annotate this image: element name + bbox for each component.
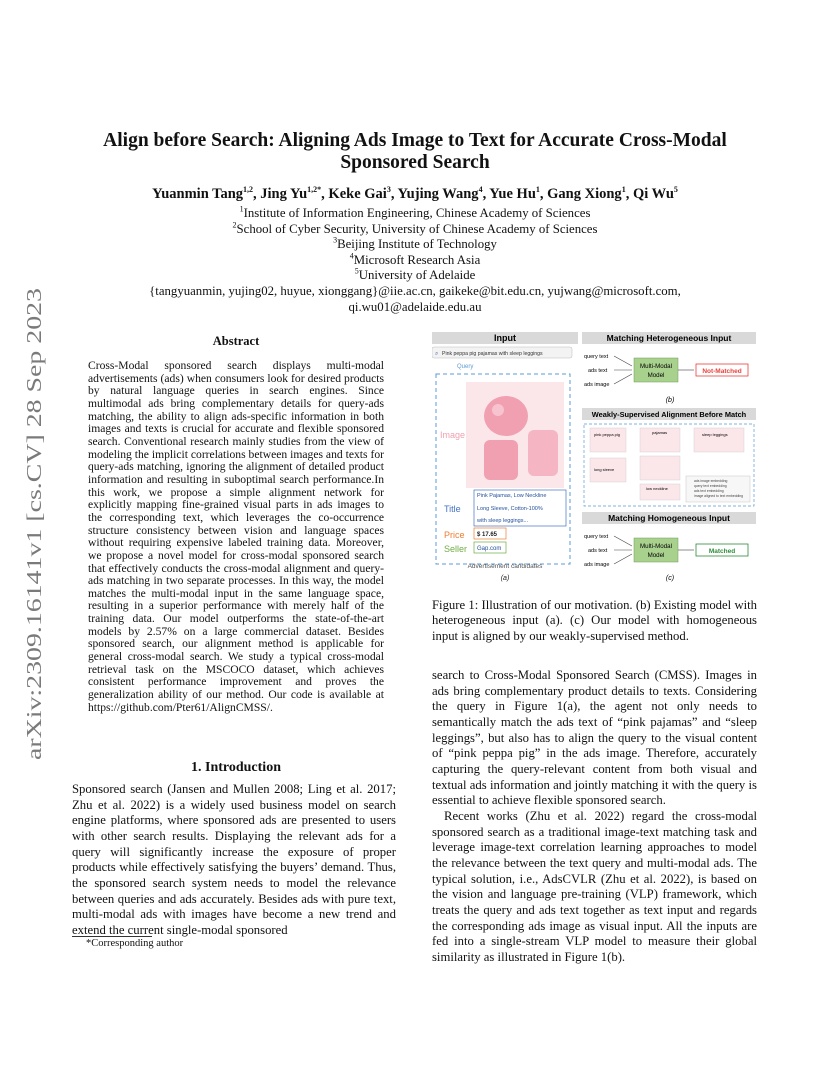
abstract-body: Cross-Modal sponsored search displays multi-modal advertisements (ads) when consumers look for desired products by natural language queries in search engines. Since multimodal ads bring complementary details for query-ads matching, the ability to align ads-specific information in both images and texts is crucial for accurate and flexible sponsored search. Conventional research mainly studies from the view of modeling the implicit correlations between images and texts for query-ads matching, ignoring the alignment of detailed product information and resulting in suboptimal search performance.In this work, we propose a simple alignment network for explicitly mapping fine-grained visual parts in ads images to the corresponding text, which leverages the co-occurrence structure consistency between vision and language spaces without requiring expensive labeled training data. Moreover, we propose a novel model for cross-modal sponsored search that effectively conducts the cross-modal alignment and query-ads matching in two separate processes. In this way, the model matches the multi-modal input in the same language space, resulting in a superior performance with merely half of the training data. Our model outperforms the state-of-the-art models by 2.57% on a large commercial dataset. Besides sponsored search, our alignment method is applicable for general cross-modal search. We study a typical cross-modal retrieval task on the MSCOCO dataset, which achieves consistent performance improvement and proves the generalization ability of our method. Our code is available at https://github.com/Pter61/AlignCMSS/.: [88, 359, 384, 714]
leggings-shape: [528, 430, 558, 476]
price-value: $ 17.65: [477, 532, 498, 538]
panel-a-label: (a): [500, 575, 510, 582]
intro-paragraph-col1: Sponsored search (Jansen and Mullen 2008; Ling et al. 2017; Zhu et al. 2022) is a widely used business model on search engine platforms, where sponsored ads are presented to users with other search results. Displaying the relevant ads for a query will significantly increase the exposure of proper products while effectively satisfying the buyers’ demand. Thus, the sponsored search system needs to model the relevance between queries and ads accurately. Besides ads with pure text, multi-modal ads with images have become a new trend and extend the current single-modal sponsored: [72, 782, 396, 937]
hetero-header: Matching Heterogeneous Input: [606, 333, 732, 343]
figure-1-svg: [432, 330, 758, 584]
intro-paragraph: Recent works (Zhu et al. 2022) regard the cross-modal sponsored search as a traditional image-text matching task and leverage image-text correlation learning approaches to model the relevance between the text query and multi-modal ads. The typical solution, i.e., AdsCVLR (Zhu et al. 2022), is based on the vision and language pre-training (VLP) framework, which treats the query and ads text together as text input and regards the corresponding ads image as visual input. All the inputs are fed into a single-stream VLP model to measure their global similarity as illustrated in Figure 1(b).: [432, 808, 757, 964]
author: Yuanmin Tang$^{1,2}$: [152, 185, 254, 202]
figure-caption: Figure 1: Illustration of our motivation. (b) Existing model with heterogeneous input (a). (c) Our model with homogeneous input is aligned by our weakly-supervised method.: [432, 598, 757, 643]
affiliation: $^1$Institute of Information Engineering, Chinese Academy of Sciences: [239, 204, 591, 220]
legend-item: ads text embedding: [694, 489, 724, 493]
query-text-tag: query text: [584, 534, 609, 540]
ads-text-tag: ads text: [588, 548, 608, 554]
pajama-top-shape: [484, 396, 528, 436]
author: Qi Wu$^5$: [632, 185, 678, 202]
query-text-tag: query text: [584, 354, 609, 360]
ads-image-tag: ads image: [584, 562, 610, 568]
query-label: Query: [457, 364, 474, 370]
author: Yue Hu$^1$: [489, 185, 540, 202]
email-line: {tangyuanmin, yujing02, huyue, xionggang}@iie.ac.cn, gaikeke@bit.edu.cn, yujwang@microsoft.com,: [149, 283, 681, 298]
arrow-line: [614, 554, 632, 564]
title-line: Pink Pajamas, Low Neckline: [477, 493, 547, 499]
legend-item: ads image embedding: [694, 479, 728, 483]
affiliation: $^4$Microsoft Research Asia: [349, 251, 481, 267]
arxiv-sidebar-svg: [22, 286, 46, 760]
weak-header: Weakly-Supervised Alignment Before Match: [591, 410, 747, 419]
panel-b-label: (b): [665, 397, 675, 404]
image-label: Image: [440, 430, 466, 440]
seller-label: Seller: [444, 544, 468, 554]
affiliation: $^2$School of Cyber Security, University of Chinese Academy of Sciences: [232, 220, 598, 236]
paper-title-line2: Sponsored Search: [340, 152, 490, 173]
crop-box: [640, 456, 680, 480]
footnote: *Corresponding author: [86, 938, 184, 949]
pajama-bottom-shape: [484, 440, 518, 480]
homo-header: Matching Homogeneous Input: [608, 513, 730, 523]
not-matched-label: Not-Matched: [702, 368, 742, 375]
author: Jing $Yu^{1,2*}$: [260, 185, 322, 202]
affiliation: $^5$University of Adelaide: [354, 267, 476, 283]
search-icon: ⌕: [435, 351, 439, 357]
input-header: Input: [494, 333, 516, 343]
author: Yujing Wang$^4$: [397, 185, 483, 202]
arxiv-sidebar: [22, 286, 46, 760]
title-line: with sleep leggings...: [477, 518, 529, 524]
paper-title-line1: Align before Search: Aligning Ads Image to Text for Accurate Cross-Modal: [103, 130, 727, 151]
crop-label: pink peppa pig: [594, 432, 621, 437]
matched-label: Matched: [708, 548, 736, 555]
model-label: Multi-Modal: [640, 543, 672, 550]
email-line: qi.wu01@adelaide.edu.au: [348, 299, 482, 314]
peppa-face-shape: [492, 404, 504, 416]
crop-label: pajamas: [652, 430, 668, 435]
query-text: Pink peppa pig pajamas with sleep leggings: [442, 351, 543, 357]
ads-candidates-label: Advertisement candidates: [467, 563, 543, 570]
footnote-rule: [72, 936, 152, 937]
title-line: Long Sleeve, Cotton-100%: [477, 506, 543, 512]
figure-1: [432, 330, 758, 584]
affiliation: $^3$Beijing Institute of Technology: [333, 235, 497, 252]
model-label: Multi-Modal: [640, 363, 672, 370]
abstract-heading: Abstract: [212, 334, 260, 348]
crop-label: long sleeve: [594, 467, 615, 472]
ads-text-tag: ads text: [588, 368, 608, 374]
arxiv-id: arXiv:2309.16141v1 [cs.CV] 28 Sep 2023: [22, 404, 46, 760]
section-heading: 1. Introduction: [191, 760, 281, 775]
intro-col2: [432, 668, 757, 965]
panel-c-label: (c): [665, 575, 675, 582]
intro-paragraph: search to Cross-Modal Sponsored Search (CMSS). Images in ads bring complementary product details to texts. Considering the query in Figure 1(a), the agent not only needs to semantically match the ads text of “pink pajamas” and “sleep leggings”, but also has to align the query to the visual content of “pink peppa pig” in the ads image. Therefore, accurately capturing the query-relevant content from both visual and textual ads information and jointly matching it with the query is essential to achieve flexible sponsored search.: [432, 668, 757, 808]
author-list: Yuanmin Tang$^{1,2}$, Jing $Yu^{1,2*}$, Keke Gai$^3$, Yujing Wang$^4$, Yue Hu$^1$, Gang Xiong$^1$, Qi Wu$^5$: [152, 185, 678, 202]
model-label: Model: [647, 372, 665, 379]
seller-value: Gap.com: [477, 546, 502, 552]
arrow-line: [614, 536, 632, 546]
title-label: Title: [444, 504, 461, 514]
arrow-line: [614, 356, 632, 366]
crop-label: low neckline: [646, 486, 668, 491]
legend-item: image aligned to text embedding: [694, 494, 744, 498]
paper-title: [80, 130, 750, 174]
author: Keke Gai$^3$: [328, 185, 391, 202]
arrow-line: [614, 374, 632, 384]
ads-image-tag: ads image: [584, 382, 610, 388]
affiliations: [80, 206, 750, 315]
price-label: Price: [444, 530, 465, 540]
author: Gang Xiong$^1$: [547, 185, 626, 202]
model-label: Model: [647, 552, 665, 559]
crop-label: sleep leggings: [702, 432, 728, 437]
legend-item: query text embedding: [694, 484, 727, 488]
